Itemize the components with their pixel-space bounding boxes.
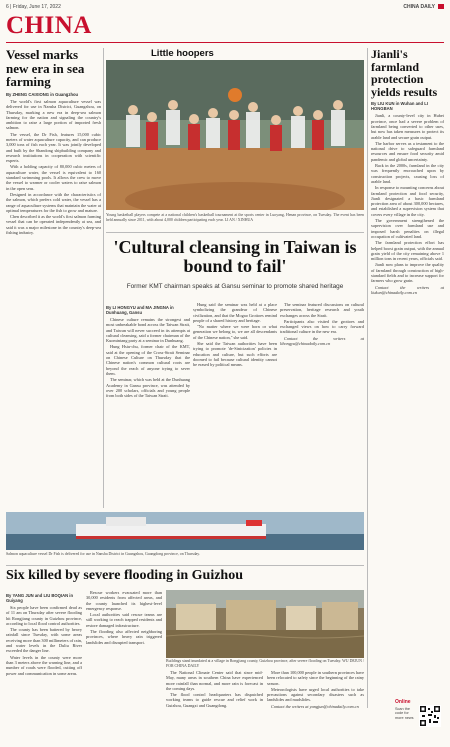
flood-col-2 [86, 590, 162, 740]
vessel-photo-caption: Salmon aquaculture vessel Dr Fish is delivered for use in Nansha District in Guangzhou, Guangdong province, on Thursday. [6, 552, 200, 556]
flood-photo-caption: Buildings stand inundated at a village in Rongjiang county, Guizhou province, after severe flooding on Tuesday. WU DEJUN / FOR CHINA DAILY [166, 659, 364, 668]
jianli-byline: By LIU KUN in Wuhan and LI HONGBAN [371, 101, 428, 112]
qr-code-icon [419, 705, 441, 727]
brand-label: CHINA DAILY [403, 4, 435, 10]
vessel-byline: By ZHENG CAIXIONG in Guangzhou [6, 91, 79, 97]
taiwan-para: The seminar featured discussions on cultural preservation, heritage research and youth exchanges across the Strait. [280, 302, 364, 318]
flood-headline: Six killed by severe flooding in Guizhou [6, 568, 244, 583]
flood-body-1 [6, 605, 82, 676]
vessel-body [6, 99, 101, 235]
taiwan-byline: By LI HONGYU and MA JINGNA in Dunhuang, Gansu [106, 305, 174, 315]
taiwan-contact: Contact the writers at lihongyu@chinadaily.com.cn [280, 335, 364, 347]
jianli-headline: Jianli's farmland protection yields results [371, 48, 438, 99]
taiwan-col-3 [280, 302, 364, 510]
taiwan-col-2 [193, 302, 277, 510]
section-title: CHINA [6, 12, 92, 39]
column-divider [367, 48, 368, 708]
section-rule [6, 42, 444, 43]
jianli-para: Jianli, a county-level city in Hubei province, once had a severe problem of farmland being converted to other uses, but now has taken measures to protect its arable land and secure grain output. [371, 113, 444, 140]
flood-para: Local authorities said rescue teams are still working to reach trapped residents and restore damaged infrastructure. [86, 612, 162, 628]
flood-para: The county has been battered by heavy rainfall since Tuesday, with some areas receiving more than 300 millimeters of rain, and water levels in the Duliu River exceeded the danger line. [6, 627, 82, 654]
jianli-body [371, 113, 444, 295]
taiwan-para: Chinese culture remains the strongest and most unbreakable bond across the Taiwan Strait, and Taiwan will never succeed in its attempts at cultural cleansing, said a former chairman of the Kuomintang party at a seminar in Dunhuang. [106, 317, 190, 344]
flood-para: Meteorologists have urged local authorities to take precautions against secondary disasters such as landslides and mudslides. [267, 686, 364, 703]
taiwan-para: Hung Hsiu-chu, former chair of the KMT, said at the opening of the Cross-Strait Seminar on Chinese Culture on Thursday that the Chinese nation's common cultural roots are beyond the reach of anyone trying to sever them. [106, 344, 190, 376]
jianli-para: Jianli now plans to improve the quality of farmland through construction of high-standard fields and to increase support for farmers who grow grain. [371, 262, 444, 284]
vessel-para: With a holding capacity of 80,000 cubic meters of aquaculture water, the vessel is equivalent to 160 standard swimming pools. It allows the crew to move the vessel to warmer or cooler waters to raise salmon in the open seas. [6, 164, 101, 191]
taiwan-headline: 'Cultural cleansing in Taiwan is bound to fail' [113, 237, 357, 276]
taiwan-para: The seminar, which was held at the Dunhuang Academy in Gansu province, was attended by over 200 scholars, officials and young people from both sides of the Taiwan Strait. [106, 377, 190, 399]
flood-col-4 [267, 670, 364, 740]
jianli-para: Back in the 2000s, farmland in the city was frequently encroached upon by construction projects, causing loss of arable land. [371, 163, 444, 184]
basketball-photo [106, 60, 364, 210]
online-sub: Scan the code for more news [395, 707, 414, 720]
flood-byline: By YANG JUN and LIU BOQIAN in Guiyang [6, 593, 74, 603]
jianli-para: In response to mounting concerns about farmland protection and food security, Jianli designated a basic farmland protection area of about 300,000 hectares, and established a supervision system that covers every village in the city. [371, 185, 444, 217]
vessel-story [6, 48, 101, 510]
little-hoopers-title: Little hoopers [151, 48, 214, 59]
flood-para: The flood control headquarters has dispatched working teams to guide rescue and relief work in Guizhou, Guangxi and Guangdong. [166, 692, 263, 708]
section-divider [106, 232, 364, 233]
page-header [6, 4, 444, 12]
vessel-photo [6, 512, 364, 550]
basketball-image [106, 60, 364, 210]
jianli-para: The farmland protection effort has helped boost grain output, with the annual grain yield of the city remaining above 1 million tons in recent years, officials said. [371, 240, 444, 262]
brand-logo-icon [438, 4, 444, 9]
flood-col-3 [166, 670, 263, 740]
taiwan-para: Hung said the seminar was held at a place symbolizing the grandeur of Chinese civilization, and that the Mogao Grottoes remind people of a shared history and heritage. [193, 302, 277, 323]
taiwan-deck: Former KMT chairman speaks at Gansu seminar to promote shared heritage [126, 283, 344, 290]
flood-photo [166, 590, 364, 658]
vessel-para: Chen described it as the world's first salmon farming vessel that can be operated independently at sea, and said it was a major milestone in the country's deep-sea fishing industry. [6, 214, 101, 236]
vessel-para: The world's first salmon aquaculture vessel was delivered for use in Nansha District, Guangzhou, on Thursday, marking a new era in deep-sea salmon farming for the nation and signaling the country's ambition to raise a large portion of imported fresh salmon. [6, 98, 101, 131]
vessel-para: Designed in accordance with the characteristics of the salmon, which prefers cold water, the vessel has a range of aquaculture systems that maintain the water at optimal temperatures for the fish to grow and mature. [6, 191, 101, 213]
vessel-headline: Vessel marks new era in sea farming [6, 48, 85, 90]
flood-para: The flooding also affected neighboring provinces, where heavy rain triggered landslides and disrupted transport. [86, 629, 162, 645]
flood-contact: Contact the writers at yangjun@chinadaily.com.cn [271, 703, 359, 709]
taiwan-para: "No matter where we were born or what generation we belong to, we are all descendants of the Chinese nation," she said. [193, 324, 277, 340]
taiwan-para: Participants also visited the grottoes and exchanged views on how to carry forward traditional culture in the new era. [280, 318, 364, 335]
flood-para: Water levels in the county were more than 3 meters above the warning line, and a number of roads were flooded, cutting off power and communication in some areas. [6, 654, 82, 676]
vessel-para: The vessel, the Dr Fish, features 15,000 cubic meters of water aquaculture capacity, and can produce 3,000 tons of fish each year. It was jointly developed and built by the Shandong shipbuilding company and research institutions in cooperation with scientific experts. [6, 131, 101, 164]
online-label: Online [395, 699, 411, 705]
section-divider [6, 565, 364, 566]
flood-para: More than 100,000 people in southern provinces have been relocated to safety since the beginning of the rainy season. [267, 670, 364, 686]
taiwan-col-1 [106, 302, 190, 510]
taiwan-body-1 [106, 317, 190, 398]
taiwan-para: She said the Taiwan authorities have been trying to promote 'de-Sinicization' policies in education and culture, but such efforts are doomed to fail because cultural identity cannot be erased by political means. [193, 341, 277, 368]
jianli-story [371, 48, 444, 693]
flood-para: Six people have been confirmed dead as of 11 am on Thursday after severe flooding hit Rongjiang county in Guizhou province, according to local flood control authorities. [6, 605, 82, 626]
flood-image [166, 590, 364, 658]
vessel-image [6, 512, 364, 550]
page-folio: 6 | Friday, June 17, 2022 [6, 4, 61, 10]
flood-para: The National Climate Center said that since mid-May, many areas in southern China have experienced more rainfall than normal, and more rain is forecast in the coming days. [166, 670, 263, 691]
jianli-contact: Contact the writers at liukun@chinadaily.com.cn [371, 284, 444, 295]
online-qr-box[interactable] [395, 699, 443, 739]
basketball-photo-caption: Young basketball players compete at a national children's basketball tournament at the sports center in Luoyang, Henan province, on Tuesday. The event has been held annually since 2011, with about 4,000 children participating each year. LI AN / XINHUA [106, 213, 364, 222]
column-divider [103, 48, 104, 508]
flood-col-1 [6, 590, 82, 740]
jianli-para: The harbor serves as a testament to the national drive to safeguard farmland resources and ensure food security amid pandemic and global uncertainty. [371, 140, 444, 162]
jianli-para: The government strengthened the supervision over farmland use and imposed harsh penalties on illegal occupation of cultivated land. [371, 218, 444, 239]
flood-para: Rescue workers evacuated more than 30,000 residents from affected areas, and the county launched its highest-level emergency response. [86, 590, 162, 611]
brand-name [403, 4, 444, 10]
